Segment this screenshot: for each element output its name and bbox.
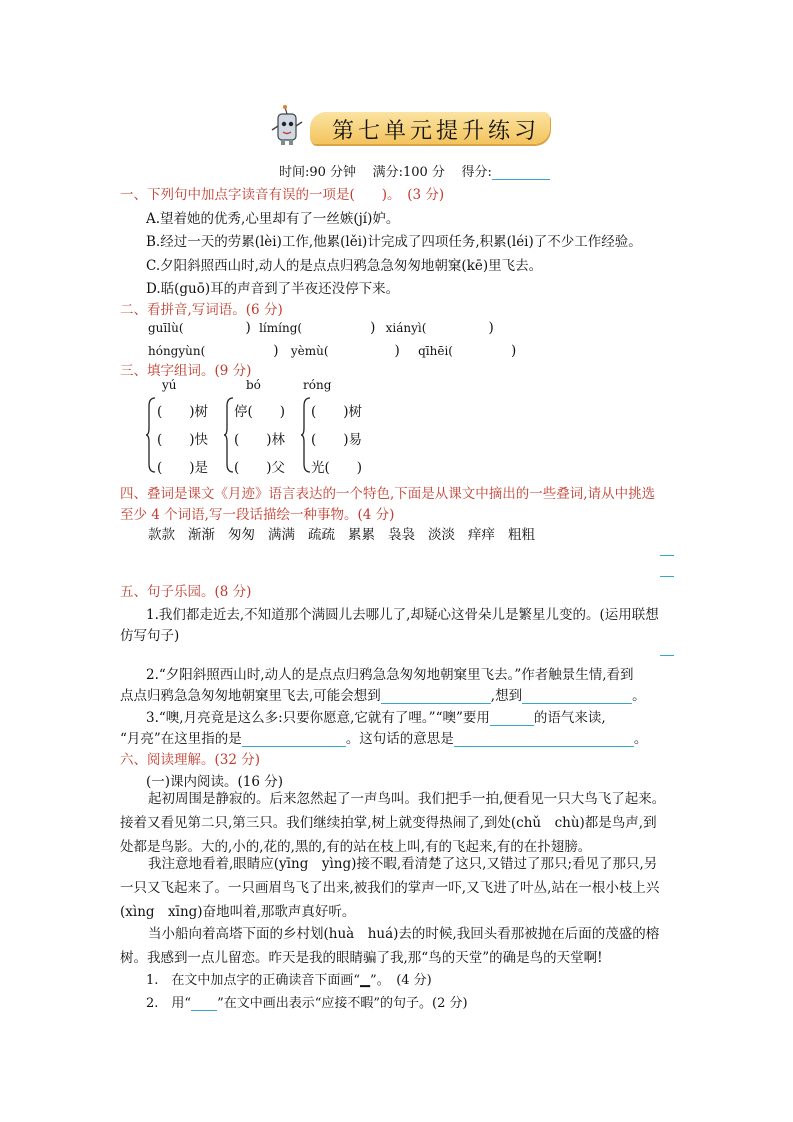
q1-option-c[interactable]: C.夕阳斜照西山时,动人的是点点归鸦急急匆匆地朝窠(kē)里飞去。 (146, 258, 543, 274)
q4-answer-line-1[interactable] (660, 555, 674, 556)
text: 3.“噢,月亮竟是这么多:只要你愿意,它就有了哩。”“噢”要用 (146, 710, 490, 726)
brace-2 (224, 396, 234, 474)
pinyin-qihei: qīhēi( (418, 344, 453, 358)
q3-col3-0[interactable]: ( )树 (311, 404, 363, 420)
q4-word-list (148, 523, 535, 543)
text: 。这句话的意思是 (345, 731, 454, 747)
q3-heading: 三、填字组词。(9 分) (120, 363, 252, 379)
text: ,想到 (490, 688, 523, 704)
q3-col1-0[interactable]: ( )树 (157, 404, 209, 420)
paren[interactable]: ) (510, 343, 517, 359)
q5-s3-line1 (146, 706, 606, 726)
text: 点点归鸦急急匆匆地朝窠里飞去,可能会想到 (120, 688, 381, 704)
q5-s1-line1: 1.我们都走近去,不知道那个满圆儿去哪儿了,却疑心这骨朵儿是繁星儿变的。(运用联想 (146, 607, 659, 623)
q5-s2-blank-2[interactable] (522, 689, 632, 704)
q5-heading: 五、句子乐园。(8 分) (120, 584, 252, 600)
q6-task-1: 1. 在文中加点字的正确读音下面画“▁”。 (4 分) (146, 973, 432, 988)
q4-heading-line2: 至少 4 个词语,写一段话描绘一种事物。(4 分) (120, 507, 395, 523)
word: 匆匆 (228, 527, 255, 543)
paren[interactable]: ) (370, 320, 376, 336)
full-score: 满分:100 分 (372, 165, 445, 180)
q5-s1-answer-line[interactable] (660, 655, 674, 656)
q1-heading: 一、下列句中加点字读音有误的一项是( )。 (3 分) (120, 187, 445, 203)
q3-col1-2[interactable]: ( )是 (157, 460, 209, 476)
word: 累累 (348, 527, 375, 543)
brace-1 (146, 396, 156, 474)
page-title: 第七单元提升练习 (332, 119, 541, 144)
q3-col2-0[interactable]: 停( ) (234, 404, 286, 420)
text: 。 (632, 688, 646, 704)
title-banner (310, 112, 550, 144)
word: 疏疏 (308, 527, 335, 543)
q2-row2 (148, 343, 516, 359)
q6-task-2 (146, 992, 468, 1011)
q5-s3-line2 (120, 727, 647, 747)
q3-pinyin-yu: yú (162, 378, 177, 392)
pinyin-liming: límíng( (259, 321, 303, 335)
q3-pinyin-rong: róng (303, 378, 332, 392)
q3-col1-1[interactable]: ( )快 (157, 432, 209, 448)
exam-meta (279, 161, 550, 180)
paren[interactable]: ) (394, 343, 400, 359)
text: 的语气来读, (533, 710, 606, 726)
score-label: 得分: (461, 165, 492, 180)
q3-col2-1[interactable]: ( )林 (234, 432, 286, 448)
q5-s2-line2 (120, 684, 646, 704)
q1-option-a[interactable]: A.望着她的优秀,心里却有了一丝嫉(jí)妒。 (146, 211, 400, 227)
q1-option-b[interactable]: B.经过一天的劳累(lèi)工作,他累(lěi)计完成了四项任务,积累(léi)了不少工作经验。 (146, 234, 642, 250)
q4-answer-line-2[interactable] (660, 576, 674, 577)
text: ”在文中画出表示“应接不暇”的句子。(2 分) (217, 996, 468, 1011)
word: 淡淡 (428, 527, 455, 543)
passage-paragraph-2: 我注意地看着,眼睛应(yīng yìng)接不暇,看清楚了这只,又错过了那只;看见了那只,另一只又飞起来了。一只画眉鸟飞了出来,被我们的掌声一吓,又飞进了叶丛,站在一根小枝上兴(xìng xīng)奋地叫着,那歌声真好听。 (120, 856, 660, 920)
q3-col3-2[interactable]: 光( ) (311, 460, 363, 476)
q1-option-d[interactable]: D.聒(guō)耳的声音到了半夜还没停下来。 (146, 281, 400, 297)
passage-paragraph-1: 起初周围是静寂的。后来忽然起了一声鸟叫。我们把手一拍,便看见一只大鸟飞了起来。接着又看见第二只,第三只。我们继续拍掌,树上就变得热闹了,到处(chǔ chù)都是鸟声,到处都是鸟影。大的,小的,花的,黑的,有的站在枝上叫,有的飞起来,有的在扑翅膀。 (120, 791, 666, 855)
text: 2. 用“ (146, 996, 192, 1011)
q5-s3-blank-3[interactable] (454, 732, 634, 747)
paren[interactable]: ) (488, 320, 494, 336)
q3-pinyin-bo: bó (246, 378, 261, 392)
q5-s3-blank-2[interactable] (242, 732, 346, 747)
pinyin-guilu: guīlù( (148, 321, 184, 335)
word: 满满 (268, 527, 295, 543)
word: 痒痒 (468, 527, 495, 543)
passage-paragraph-3: 当小船向着高塔下面的乡村划(huà huá)去的时候,我回头看那被抛在后面的茂盛的榕树。我感到一点儿留恋。昨天是我的眼睛骗了我,那“鸟的天堂”的确是鸟的天堂啊! (120, 926, 660, 966)
q2-row1 (148, 320, 494, 336)
text: “月亮”在这里指的是 (120, 731, 242, 747)
q5-s2-line1: 2.“夕阳斜照西山时,动人的是点点归鸦急急匆匆地朝窠里飞去。”作者触景生情,看到 (146, 667, 634, 683)
paren[interactable]: ) (245, 320, 251, 336)
underline-sample (191, 998, 217, 1011)
q5-s2-blank-1[interactable] (381, 689, 491, 704)
q5-s1-line2: 仿写句子) (120, 628, 180, 644)
q2-heading: 二、看拼音,写词语。(6 分) (120, 302, 283, 318)
word: 渐渐 (188, 527, 215, 543)
paren[interactable]: ) (273, 343, 279, 359)
q6-subheading: (一)课内阅读。(16 分) (146, 774, 284, 790)
pinyin-hongyun: hóngyùn( (148, 344, 206, 358)
q5-s3-blank-1[interactable] (490, 711, 534, 726)
q3-col2-2[interactable]: ( )父 (234, 460, 286, 476)
q3-col3-1[interactable]: ( )易 (311, 432, 363, 448)
score-blank[interactable] (492, 165, 550, 180)
pinyin-yemu: yèmù( (290, 344, 329, 358)
q4-heading-line1: 四、叠词是课文《月迹》语言表达的一个特色,下面是从课文中摘出的一些叠词,请从中挑选 (120, 486, 656, 502)
mascot-icon (270, 104, 304, 146)
time-info: 时间:90 分钟 (279, 165, 357, 180)
q6-heading: 六、阅读理解。(32 分) (120, 752, 261, 768)
brace-3 (301, 396, 311, 474)
word: 款款 (148, 527, 175, 543)
word: 袅袅 (388, 527, 415, 543)
pinyin-xianyi: xiányì( (385, 321, 427, 335)
text: 。 (633, 731, 648, 747)
word: 粗粗 (508, 527, 535, 543)
